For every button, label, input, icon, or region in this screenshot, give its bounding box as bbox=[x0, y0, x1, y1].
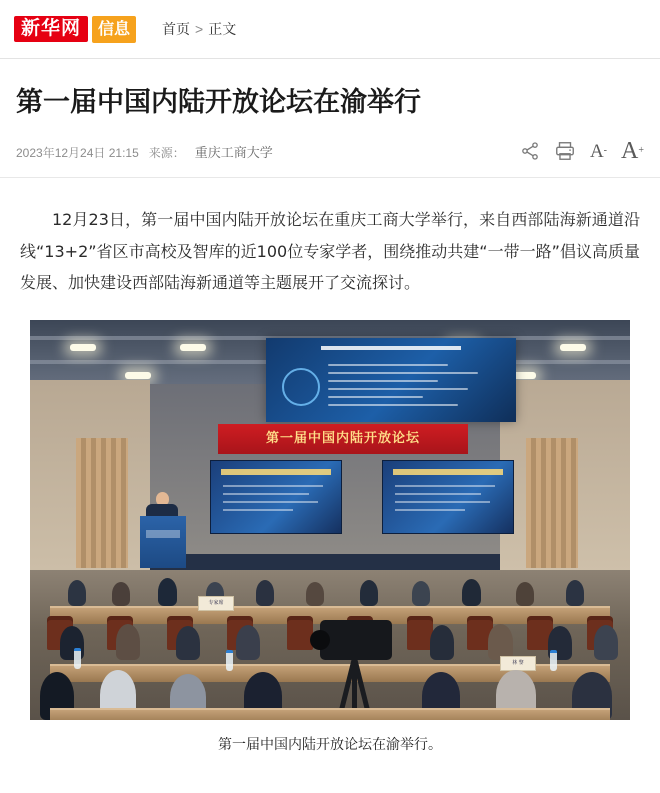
side-screen-right bbox=[382, 460, 514, 534]
title-block bbox=[0, 59, 660, 121]
side-screen-left bbox=[210, 460, 342, 534]
audience-person bbox=[176, 626, 200, 660]
desk-row-near bbox=[50, 708, 610, 720]
audience-person bbox=[256, 580, 274, 606]
figure-caption: 第一届中国内陆开放论坛在渝举行。 bbox=[218, 737, 442, 753]
source-label: 来源： bbox=[148, 145, 185, 160]
logo-xinhuanet[interactable]: 新华网 bbox=[14, 16, 88, 42]
audience-person bbox=[516, 582, 534, 606]
breadcrumb-item-current: 正文 bbox=[208, 21, 237, 37]
breadcrumb bbox=[162, 19, 236, 39]
ceiling-light bbox=[125, 372, 151, 379]
article-figure bbox=[20, 320, 640, 754]
side-screen-left-title bbox=[221, 469, 331, 475]
curtain-right bbox=[526, 438, 578, 568]
article-meta-left bbox=[16, 142, 273, 161]
page-title: 第一届中国内陆开放论坛在渝举行 bbox=[16, 87, 421, 118]
breadcrumb-item-home[interactable]: 首页 bbox=[162, 21, 191, 37]
side-screen-line bbox=[395, 493, 481, 495]
curtain-left bbox=[76, 438, 128, 568]
camera-lens bbox=[310, 630, 330, 650]
side-screen-line bbox=[223, 509, 293, 511]
projection-text-line bbox=[328, 388, 468, 390]
projection-text-line bbox=[328, 396, 423, 398]
article-toolbar bbox=[520, 139, 644, 163]
site-header bbox=[0, 0, 660, 58]
side-screen-line bbox=[223, 493, 309, 495]
side-screen-right-title bbox=[393, 469, 503, 475]
site-logo[interactable] bbox=[14, 14, 136, 44]
audience-person bbox=[68, 580, 86, 606]
audience-person bbox=[158, 578, 177, 606]
globe-graphic-icon bbox=[282, 368, 320, 406]
side-screen-line bbox=[223, 485, 323, 487]
font-decrease-label: A bbox=[589, 140, 604, 162]
font-size-increase-button[interactable] bbox=[621, 139, 644, 163]
video-camera bbox=[320, 620, 392, 660]
audience-person bbox=[112, 582, 130, 606]
audience-person bbox=[566, 580, 584, 606]
publish-date: 2023年12月24日 21:15 bbox=[16, 145, 139, 160]
print-icon[interactable] bbox=[554, 140, 576, 162]
podium bbox=[140, 516, 186, 568]
podium-plate bbox=[146, 530, 180, 538]
water-bottle bbox=[74, 648, 81, 669]
namecard: 林 黎 bbox=[500, 656, 536, 671]
font-decrease-sup: - bbox=[603, 145, 608, 157]
font-increase-label: A bbox=[621, 138, 639, 165]
projection-text-line bbox=[328, 404, 458, 406]
side-screen-line bbox=[395, 501, 490, 503]
audience-person bbox=[306, 582, 324, 606]
source-name: 重庆工商大学 bbox=[194, 144, 273, 160]
audience-person bbox=[236, 625, 260, 660]
audience-person bbox=[488, 624, 513, 660]
projection-text-line bbox=[328, 380, 438, 382]
audience-person bbox=[594, 625, 618, 660]
side-screen-line bbox=[395, 509, 465, 511]
side-screen-line bbox=[223, 501, 318, 503]
side-screen-line bbox=[395, 485, 495, 487]
article-meta-row bbox=[0, 121, 660, 163]
projection-text-line bbox=[328, 372, 478, 374]
ceiling-light bbox=[560, 344, 586, 351]
conference-photo bbox=[30, 320, 630, 720]
logo-xinxi[interactable]: 信息 bbox=[92, 16, 136, 43]
forum-banner: 第一届中国内陆开放论坛 bbox=[218, 424, 468, 454]
ceiling-light bbox=[70, 344, 96, 351]
main-projection-screen bbox=[266, 338, 516, 422]
projection-title-bar bbox=[321, 346, 461, 350]
audience-person bbox=[462, 579, 481, 606]
ceiling-light bbox=[180, 344, 206, 351]
article-body bbox=[0, 178, 660, 754]
projection-text-line bbox=[328, 364, 448, 366]
breadcrumb-separator: > bbox=[195, 21, 204, 37]
audience-person bbox=[116, 624, 140, 660]
namecard: 专家席 bbox=[198, 596, 234, 611]
font-size-decrease-button[interactable] bbox=[590, 142, 607, 161]
audience-person bbox=[412, 581, 430, 606]
article-paragraph: 12月23日，第一届中国内陆开放论坛在重庆工商大学举行，来自西部陆海新通道沿线“13+2”省区市高校及智库的近100位专家学者，围绕推动共建“一带一路”倡议高质量发展、加快建设西部陆海新通道等主题展开了交流探讨。 bbox=[20, 210, 640, 292]
share-icon[interactable] bbox=[520, 141, 540, 161]
font-increase-sup: + bbox=[638, 145, 644, 157]
audience-person bbox=[430, 625, 454, 660]
audience-person bbox=[360, 580, 378, 606]
